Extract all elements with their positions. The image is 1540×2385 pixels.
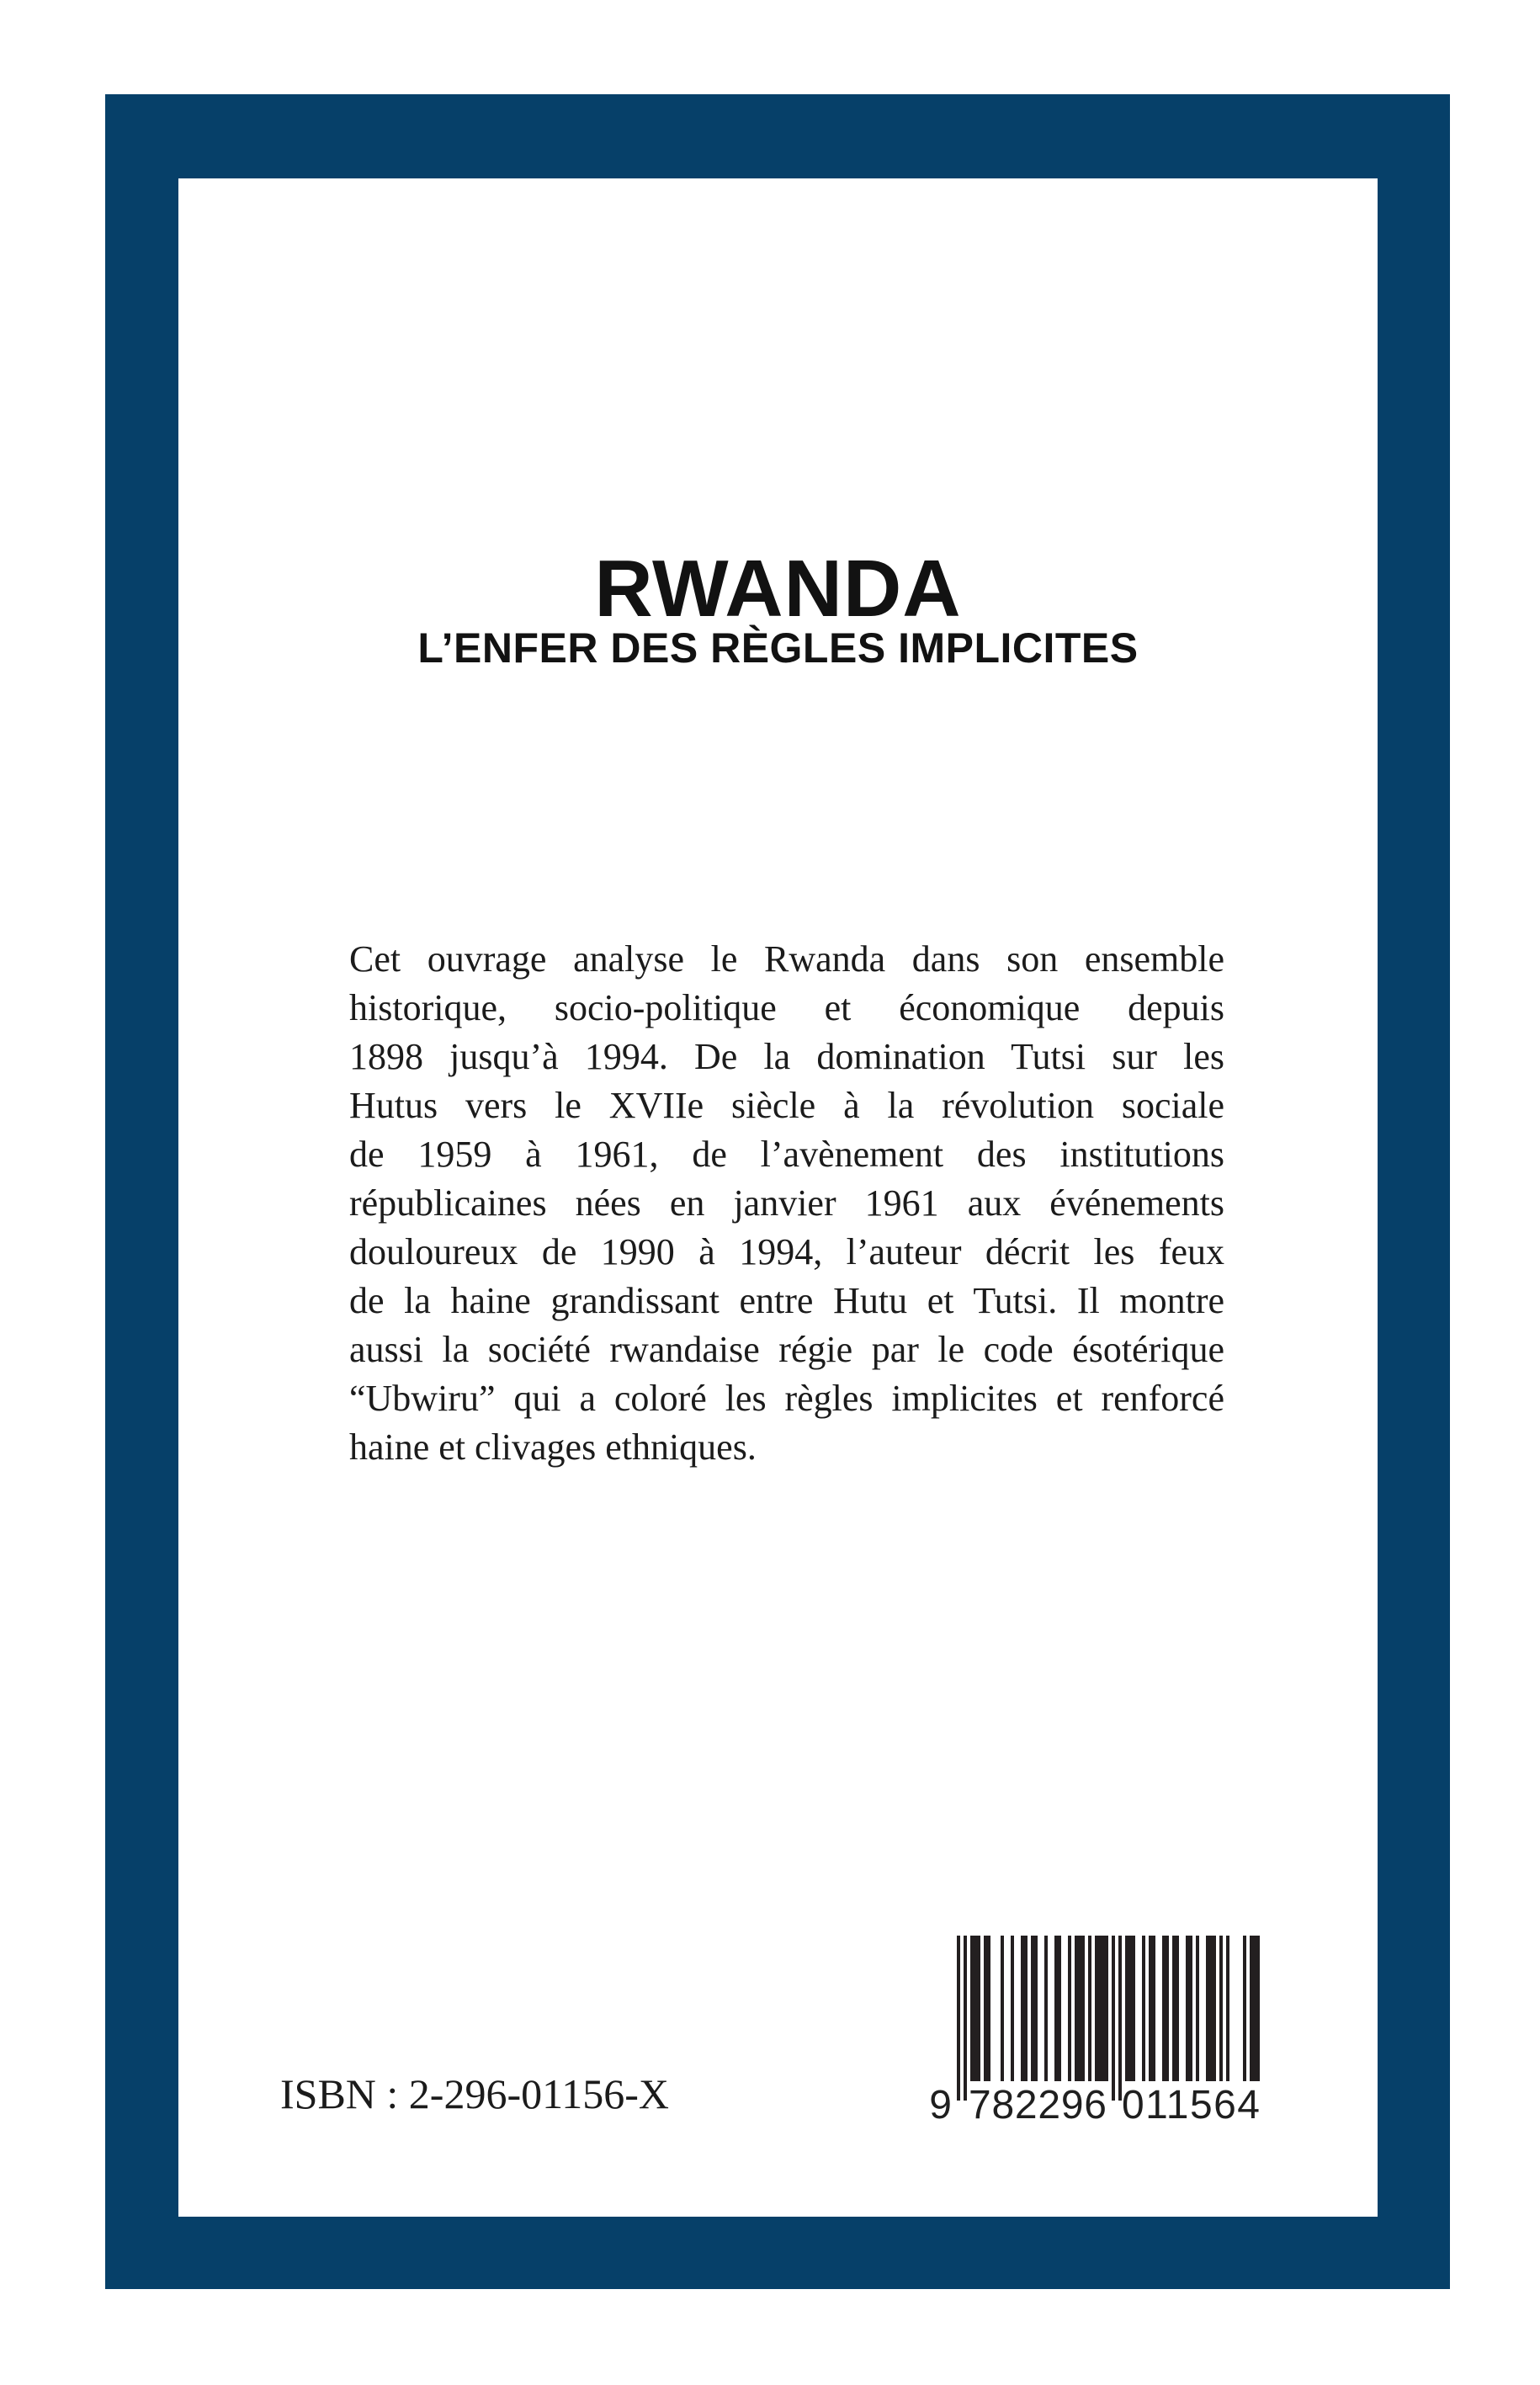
synopsis-line: douloureux de 1990 à 1994, l’auteur décrit les feux	[349, 1231, 1224, 1272]
synopsis-line: historique, socio-politique et économique depuis	[349, 987, 1224, 1028]
svg-text:011564: 011564	[1122, 2083, 1260, 2126]
synopsis-line: républicaines nées en janvier 1961 aux événements	[349, 1182, 1224, 1224]
synopsis-paragraph	[349, 935, 1224, 1472]
synopsis-line: “Ubwiru” qui a coloré les règles implicites et renforcé	[349, 1378, 1224, 1419]
svg-text:782296: 782296	[969, 2083, 1107, 2126]
synopsis-line: de 1959 à 1961, de l’avènement des institutions	[349, 1134, 1224, 1175]
synopsis-line: Hutus vers le XVIIe siècle à la révolution sociale	[349, 1085, 1224, 1126]
synopsis-line: haine et clivages ethniques.	[349, 1426, 757, 1468]
synopsis-line: aussi la société rwandaise régie par le code ésotérique	[349, 1329, 1224, 1370]
book-title: RWANDA	[594, 544, 962, 635]
synopsis-line: de la haine grandissant entre Hutu et Tutsi. Il montre	[349, 1280, 1224, 1321]
ean13-barcode-graphic	[926, 1932, 1279, 2126]
ean13-barcode	[926, 1932, 1279, 2126]
synopsis-line: 1898 jusqu’à 1994. De la domination Tutsi sur les	[349, 1036, 1224, 1077]
synopsis-line: Cet ouvrage analyse le Rwanda dans son ensemble	[349, 938, 1224, 980]
book-subtitle: L’ENFER DES RÈGLES IMPLICITES	[417, 624, 1139, 672]
isbn-text: ISBN : 2-296-01156-X	[280, 2070, 670, 2117]
svg-text:9: 9	[929, 2083, 952, 2126]
